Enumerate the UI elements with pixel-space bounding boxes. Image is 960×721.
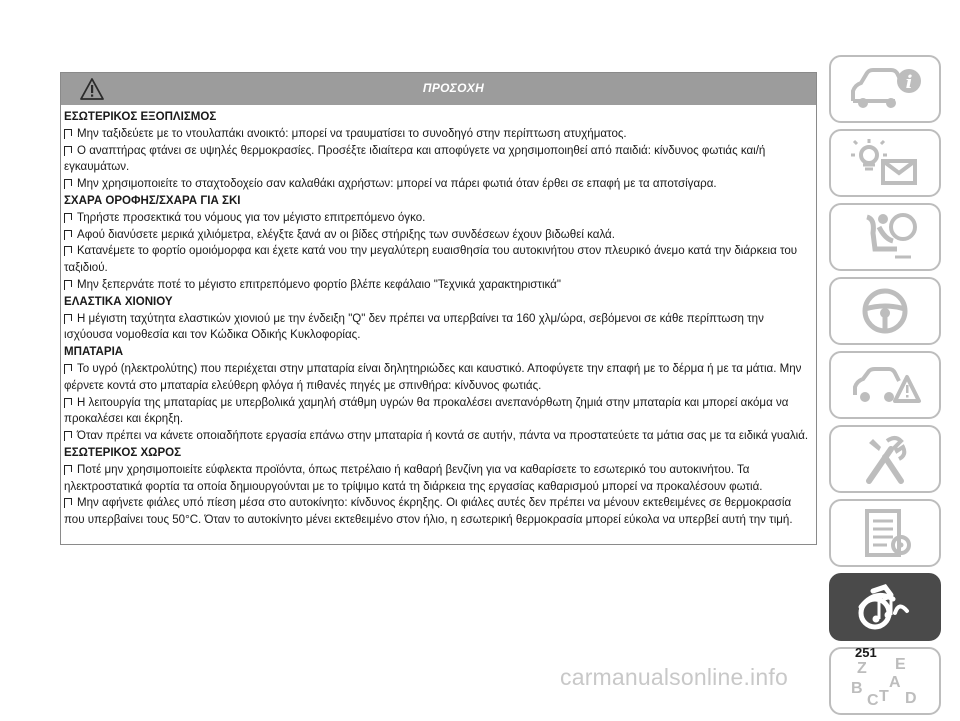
bullet-item bbox=[64, 227, 812, 244]
bullet-item bbox=[64, 361, 812, 395]
warning-box bbox=[60, 72, 817, 545]
bullet-text: Το υγρό (ηλεκτρολύτης) που περιέχεται στην μπαταρία είναι δηλητηριώδες και καυστικό. Αποφύγετε την επαφή με το δέρμα ή με τα μάτια. Μην φέρνετε κοντά στο μπαταρία ελεύθερη φλόγα ή πιθανές πηγές με σπινθήρα: κίνδυνος φωτιάς. bbox=[64, 362, 802, 392]
svg-text:Z: Z bbox=[857, 660, 867, 677]
page-number: 251 bbox=[855, 645, 877, 660]
bullet-item bbox=[64, 176, 812, 193]
bullet-marker-icon bbox=[64, 398, 72, 405]
watermark: carmanualsonline.info bbox=[560, 664, 788, 690]
tab-multimedia[interactable] bbox=[829, 573, 941, 641]
tab-servicing-maintenance[interactable] bbox=[829, 425, 941, 493]
multimedia-music-icon bbox=[845, 579, 925, 635]
tab-safety[interactable] bbox=[829, 203, 941, 271]
bullet-text: Κατανέμετε το φορτίο ομοιόμορφα και έχετε κατά νου την μεγαλύτερη ευαισθησία του αυτοκινήτου στον πλευρικό άνεμο κατά την διάρκεια του ταξιδιού. bbox=[64, 245, 798, 275]
section-title: ΕΛΑΣΤΙΚΑ ΧΙΟΝΙΟΥ bbox=[64, 295, 173, 308]
svg-text:i: i bbox=[905, 72, 913, 93]
bullet-text: Μην ξεπερνάτε ποτέ το μέγιστο επιτρεπόμενο φορτίο βλέπε κεφάλαιο "Τεχνικά χαρακτηριστικά" bbox=[77, 278, 561, 291]
bullet-marker-icon bbox=[64, 146, 72, 153]
tab-dashboard[interactable] bbox=[829, 129, 941, 197]
bullet-item bbox=[64, 495, 812, 529]
airbag-seat-icon bbox=[845, 209, 925, 265]
bullet-marker-icon bbox=[64, 431, 72, 438]
bullet-marker-icon bbox=[64, 179, 72, 186]
car-info-icon bbox=[845, 61, 925, 117]
section-title: ΕΣΩΤΕΡΙΚΟΣ ΧΩΡΟΣ bbox=[64, 446, 182, 459]
bullet-item bbox=[64, 311, 812, 345]
section-title: ΜΠΑΤΑΡΙΑ bbox=[64, 346, 124, 359]
technical-data-list-icon bbox=[845, 505, 925, 561]
bullet-text: Μην ταξιδεύετε με το ντουλαπάκι ανοικτό: μπορεί να τραυματίσει το συνοδηγό στην περίπτωση ατυχήματος. bbox=[77, 127, 627, 140]
bullet-item bbox=[64, 462, 812, 496]
bullet-marker-icon bbox=[64, 314, 72, 321]
bullet-item bbox=[64, 126, 812, 143]
bullet-text: Τηρήστε προσεκτικά του νόμους για τον μέγιστο επιτρεπόμενο όγκο. bbox=[77, 211, 426, 224]
warning-body bbox=[61, 105, 816, 529]
bullet-item bbox=[64, 210, 812, 227]
chapter-tabs bbox=[829, 55, 945, 721]
warning-header bbox=[61, 73, 816, 105]
svg-text:A: A bbox=[889, 674, 901, 691]
bullet-marker-icon bbox=[64, 465, 72, 472]
svg-text:D: D bbox=[905, 690, 917, 707]
tab-index[interactable] bbox=[829, 647, 941, 715]
warning-triangle-car-icon bbox=[845, 357, 925, 413]
bullet-text: Ποτέ μην χρησιμοποιείτε εύφλεκτα προϊόντα, όπως πετρέλαιο ή καθαρή βενζίνη για να καθαρίσετε το εσωτερικό του αυτοκινήτου. Τα ηλεκτροστατικά φορτία τα οποία δημιουργούνται με το τρίψιμο κατά τη διάρκεια της εργασίας καθαρισμού μπορεί να προκαλέσουν φωτιά. bbox=[64, 463, 763, 493]
bullet-item bbox=[64, 243, 812, 277]
svg-text:T: T bbox=[879, 688, 889, 705]
dashboard-warning-lights-icon bbox=[845, 135, 925, 191]
bullet-text: Αφού διανύσετε μερικά χιλιόμετρα, ελέγξτε ξανά αν οι βίδες στήριξης των συνδέσεων έχουν βιδωθεί καλά. bbox=[77, 228, 615, 241]
bullet-text: Μην χρησιμοποιείτε το σταχτοδοχείο σαν καλαθάκι αχρήστων: μπορεί να πάρει φωτιά όταν έρθει σε επαφή με τα αποτσίγαρα. bbox=[77, 178, 717, 191]
bullet-marker-icon bbox=[64, 280, 72, 287]
bullet-text: Όταν πρέπει να κάνετε οποιαδήποτε εργασία επάνω στην μπαταρία ή κοντά σε αυτήν, πάντα να προστατεύετε τα μάτια σας με τα ειδικά γυαλιά. bbox=[77, 430, 809, 443]
svg-text:E: E bbox=[895, 656, 906, 673]
bullet-marker-icon bbox=[64, 213, 72, 220]
bullet-item bbox=[64, 277, 812, 294]
bullet-item bbox=[64, 428, 812, 445]
tab-technical-specifications[interactable] bbox=[829, 499, 941, 567]
bullet-text: Μην αφήνετε φιάλες υπό πίεση μέσα στο αυτοκίνητο: κίνδυνος έκρηξης. Οι φιάλες αυτές δεν πρέπει να μένουν εκτεθειμένες σε θερμοκρασία που υπερβαίνει τους 50°C. Όταν το αυτοκίνητο μένει εκτεθειμένο στον ήλιο, η εσωτερική θερμοκρασία μπορεί εύκολα να υπερβεί αυτή την τιμή. bbox=[64, 497, 793, 527]
bullet-text: Η μέγιστη ταχύτητα ελαστικών χιονιού με την ένδειξη "Q" δεν πρέπει να υπερβαίνει τα 160 χλμ/ώρα, σεβόμενοι σε κάθε περίπτωση την ισχύουσα νομοθεσία και τον Κώδικα Οδικής Κυκλοφορίας. bbox=[64, 312, 764, 342]
bullet-marker-icon bbox=[64, 129, 72, 136]
tab-starting-driving[interactable] bbox=[829, 277, 941, 345]
bullet-marker-icon bbox=[64, 246, 72, 253]
alphabetical-index-icon bbox=[845, 653, 925, 709]
warning-title: ΠΡΟΣΟΧΗ bbox=[422, 81, 485, 95]
bullet-item bbox=[64, 143, 812, 177]
svg-text:C: C bbox=[867, 692, 879, 709]
bullet-marker-icon bbox=[64, 364, 72, 371]
steering-wheel-icon bbox=[845, 283, 925, 339]
section-title: ΣΧΑΡΑ ΟΡΟΦΗΣ/ΣΧΑΡΑ ΓΙΑ ΣΚΙ bbox=[64, 194, 241, 207]
tab-getting-to-know-car[interactable] bbox=[829, 55, 941, 123]
bullet-marker-icon bbox=[64, 230, 72, 237]
bullet-text: Ο αναπτήρας φτάνει σε υψηλές θερμοκρασίες. Προσέξτε ιδιαίτερα και αποφύγετε να χρησιμοποιηθεί από παιδιά: κίνδυνος φωτιάς και/ή εγκαυμάτων. bbox=[64, 144, 766, 174]
svg-text:B: B bbox=[851, 680, 863, 697]
bullet-item bbox=[64, 395, 812, 429]
section-title: ΕΣΩΤΕΡΙΚΟΣ ΕΞΟΠΛΙΣΜΟΣ bbox=[64, 111, 217, 123]
bullet-marker-icon bbox=[64, 498, 72, 505]
tools-icon bbox=[845, 431, 925, 487]
bullet-text: Η λειτουργία της μπαταρίας με υπερβολικά χαμηλή στάθμη υγρών θα προκαλέσει ανεπανόρθωτη ζημιά στην μπαταρία και μπορεί ακόμα να προκαλέσει και έκρηξη. bbox=[64, 396, 789, 426]
tab-in-an-emergency[interactable] bbox=[829, 351, 941, 419]
